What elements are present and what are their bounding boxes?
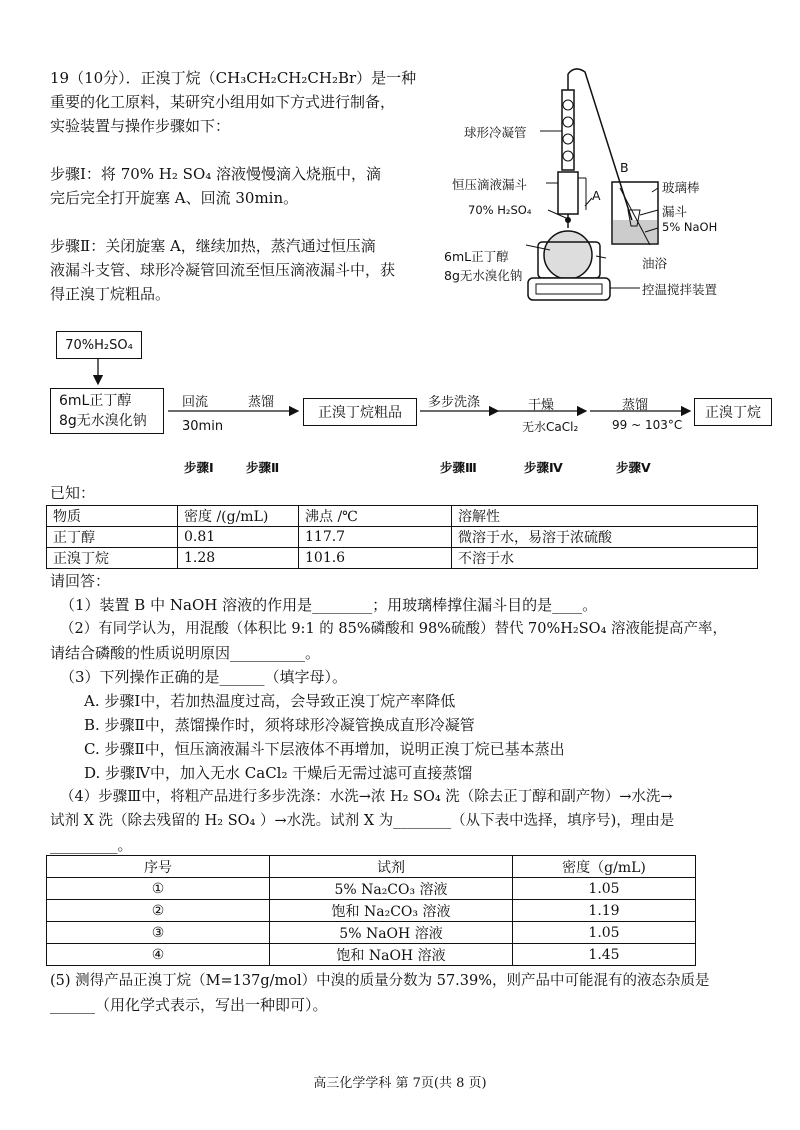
table-cell: 1.19 bbox=[513, 900, 696, 922]
table-header: 密度（g/mL) bbox=[513, 856, 696, 878]
distill-label: 蒸馏 bbox=[248, 395, 275, 410]
intro-line: 实验装置与操作步骤如下： bbox=[50, 117, 231, 135]
crude-box: 正溴丁烷粗品 bbox=[303, 398, 417, 426]
table-cell: ④ bbox=[47, 944, 270, 966]
question-2-line-2: 请结合磷酸的性质说明原因__________。 bbox=[50, 644, 321, 662]
table-row bbox=[47, 548, 758, 569]
table-row bbox=[47, 922, 696, 944]
intro-line: 完后完全打开旋塞 A、回流 30min。 bbox=[50, 189, 299, 207]
wash-label: 多步洗涤 bbox=[428, 395, 481, 410]
start-line-2: 8g无水溴化钠 bbox=[59, 413, 147, 429]
page-footer: 高三化学学科 第 7页(共 8 页) bbox=[313, 1076, 487, 1091]
reagent-table bbox=[46, 855, 696, 966]
oil-bath-label: 油浴 bbox=[642, 256, 668, 271]
intro-line: 19（10分）．正溴丁烷（CH₃CH₂CH₂CH₂Br）是一种 bbox=[50, 69, 417, 87]
acid-label: 70% H₂SO₄ bbox=[468, 203, 532, 217]
table-header-row bbox=[47, 506, 758, 527]
step5-label: 步骤Ⅴ bbox=[616, 460, 651, 475]
question-5-line-1: (5) 测得产品正溴丁烷（M=137g/mol）中溴的质量分数为 57.39%，则产品中可能混有的液态杂质是 bbox=[50, 973, 710, 989]
table-cell: 5% NaOH 溶液 bbox=[270, 922, 513, 944]
questions-intro: 请回答： bbox=[50, 572, 111, 590]
table-cell: 101.6 bbox=[299, 548, 452, 569]
step3-label: 步骤Ⅲ bbox=[440, 460, 477, 475]
table-cell: ② bbox=[47, 900, 270, 922]
dry-agent: 无水CaCl₂ bbox=[522, 420, 579, 434]
table-row bbox=[47, 900, 696, 922]
table-cell: ① bbox=[47, 878, 270, 900]
table-cell: 饱和 Na₂CO₃ 溶液 bbox=[270, 900, 513, 922]
table-cell: 不溶于水 bbox=[452, 548, 758, 569]
intro-line: 步骤Ⅰ：将 70% H₂ SO₄ 溶液慢慢滴入烧瓶中，滴 bbox=[50, 165, 382, 183]
option-a: A. 步骤Ⅰ中，若加热温度过高，会导致正溴丁烷产率降低 bbox=[84, 692, 456, 710]
intro-line: 重要的化工原料，某研究小组用如下方式进行制备， bbox=[50, 93, 396, 111]
table-row bbox=[47, 527, 758, 548]
table-row bbox=[47, 878, 696, 900]
start-line-1: 6mL正丁醇 bbox=[59, 393, 132, 409]
known-table bbox=[46, 505, 758, 569]
table-header-row bbox=[47, 856, 696, 878]
table-cell: 微溶于水，易溶于浓硫酸 bbox=[452, 527, 758, 548]
table-header: 物质 bbox=[47, 506, 178, 527]
table-cell: ③ bbox=[47, 922, 270, 944]
naoh-label: 5% NaOH bbox=[662, 220, 718, 234]
table-cell: 1.45 bbox=[513, 944, 696, 966]
question-5-line-2: ______（用化学式表示，写出一种即可）。 bbox=[50, 996, 328, 1014]
reagents-label-1: 6mL正丁醇 bbox=[444, 249, 509, 264]
known-heading: 已知： bbox=[50, 484, 96, 502]
table-row bbox=[47, 944, 696, 966]
question-1: （1）装置 B 中 NaOH 溶液的作用是________；用玻璃棒撑住漏斗目的是____。 bbox=[60, 596, 598, 614]
intro-line: 液漏斗支管、球形冷凝管回流至恒压滴液漏斗中，获 bbox=[50, 261, 396, 279]
table-header: 密度 /(g/mL) bbox=[178, 506, 299, 527]
question-3: （3）下列操作正确的是______（填字母）。 bbox=[60, 668, 348, 686]
question-2-line-1: （2）有同学认为，用混酸（体积比 9:1 的 85%磷酸和 98%硫酸）替代 70%H₂SO₄ 溶液能提高产率， bbox=[60, 621, 727, 637]
table-header: 溶解性 bbox=[452, 506, 758, 527]
small-funnel-label: 漏斗 bbox=[662, 204, 688, 219]
condenser-label: 球形冷凝管 bbox=[464, 125, 527, 140]
table-cell: 5% Na₂CO₃ 溶液 bbox=[270, 878, 513, 900]
step4-label: 步骤Ⅳ bbox=[524, 460, 563, 475]
table-cell: 正丁醇 bbox=[47, 527, 178, 548]
table-cell: 117.7 bbox=[299, 527, 452, 548]
start-box bbox=[50, 388, 164, 434]
dry-label: 干燥 bbox=[528, 398, 555, 413]
distill2-label: 蒸馏 bbox=[622, 398, 649, 413]
stirrer-label: 控温搅拌装置 bbox=[642, 282, 718, 297]
funnel-label: 恒压滴液漏斗 bbox=[452, 177, 528, 192]
table-cell: 饱和 NaOH 溶液 bbox=[270, 944, 513, 966]
option-c: C. 步骤Ⅱ中，恒压滴液漏斗下层液体不再增加，说明正溴丁烷已基本蒸出 bbox=[84, 740, 565, 758]
table-cell: 1.28 bbox=[178, 548, 299, 569]
product-box: 正溴丁烷 bbox=[694, 398, 772, 426]
table-header: 序号 bbox=[47, 856, 270, 878]
table-header: 沸点 /℃ bbox=[299, 506, 452, 527]
glass-rod-label: 玻璃棒 bbox=[662, 180, 700, 195]
temp-label: 99 ~ 103°C bbox=[612, 418, 683, 432]
reagents-label-2: 8g无水溴化钠 bbox=[444, 268, 523, 283]
question-4-line-1: （4）步骤Ⅲ中，将粗产品进行多步洗涤：水洗→浓 H₂ SO₄ 洗（除去正丁醇和副产物）→水洗→ bbox=[60, 789, 673, 805]
table-cell: 1.05 bbox=[513, 922, 696, 944]
option-b: B. 步骤Ⅱ中，蒸馏操作时，须将球形冷凝管换成直形冷凝管 bbox=[84, 716, 475, 734]
step1-label: 步骤Ⅰ bbox=[184, 460, 214, 475]
table-cell: 正溴丁烷 bbox=[47, 548, 178, 569]
reflux-time: 30min bbox=[182, 419, 224, 434]
table-cell: 0.81 bbox=[178, 527, 299, 548]
question-4-line-2: 试剂 X 洗（除去残留的 H₂ SO₄ ）→水洗。试剂 X 为________（从下表中选择，填序号)，理由是 bbox=[50, 813, 675, 829]
table-header: 试剂 bbox=[270, 856, 513, 878]
step2-label: 步骤Ⅱ bbox=[246, 460, 280, 475]
label-b: B bbox=[620, 160, 629, 175]
option-d: D. 步骤Ⅳ中，加入无水 CaCl₂ 干燥后无需过滤可直接蒸馏 bbox=[84, 764, 473, 782]
acid-box: 70%H₂SO₄ bbox=[56, 331, 142, 359]
reflux-label: 回流 bbox=[182, 395, 209, 410]
intro-line: 得正溴丁烷粗品。 bbox=[50, 285, 171, 303]
question-4-line-3: _________。 bbox=[50, 836, 133, 854]
label-a: A bbox=[592, 188, 601, 203]
intro-line: 步骤Ⅱ：关闭旋塞 A，继续加热，蒸汽通过恒压滴 bbox=[50, 237, 376, 255]
table-cell: 1.05 bbox=[513, 878, 696, 900]
